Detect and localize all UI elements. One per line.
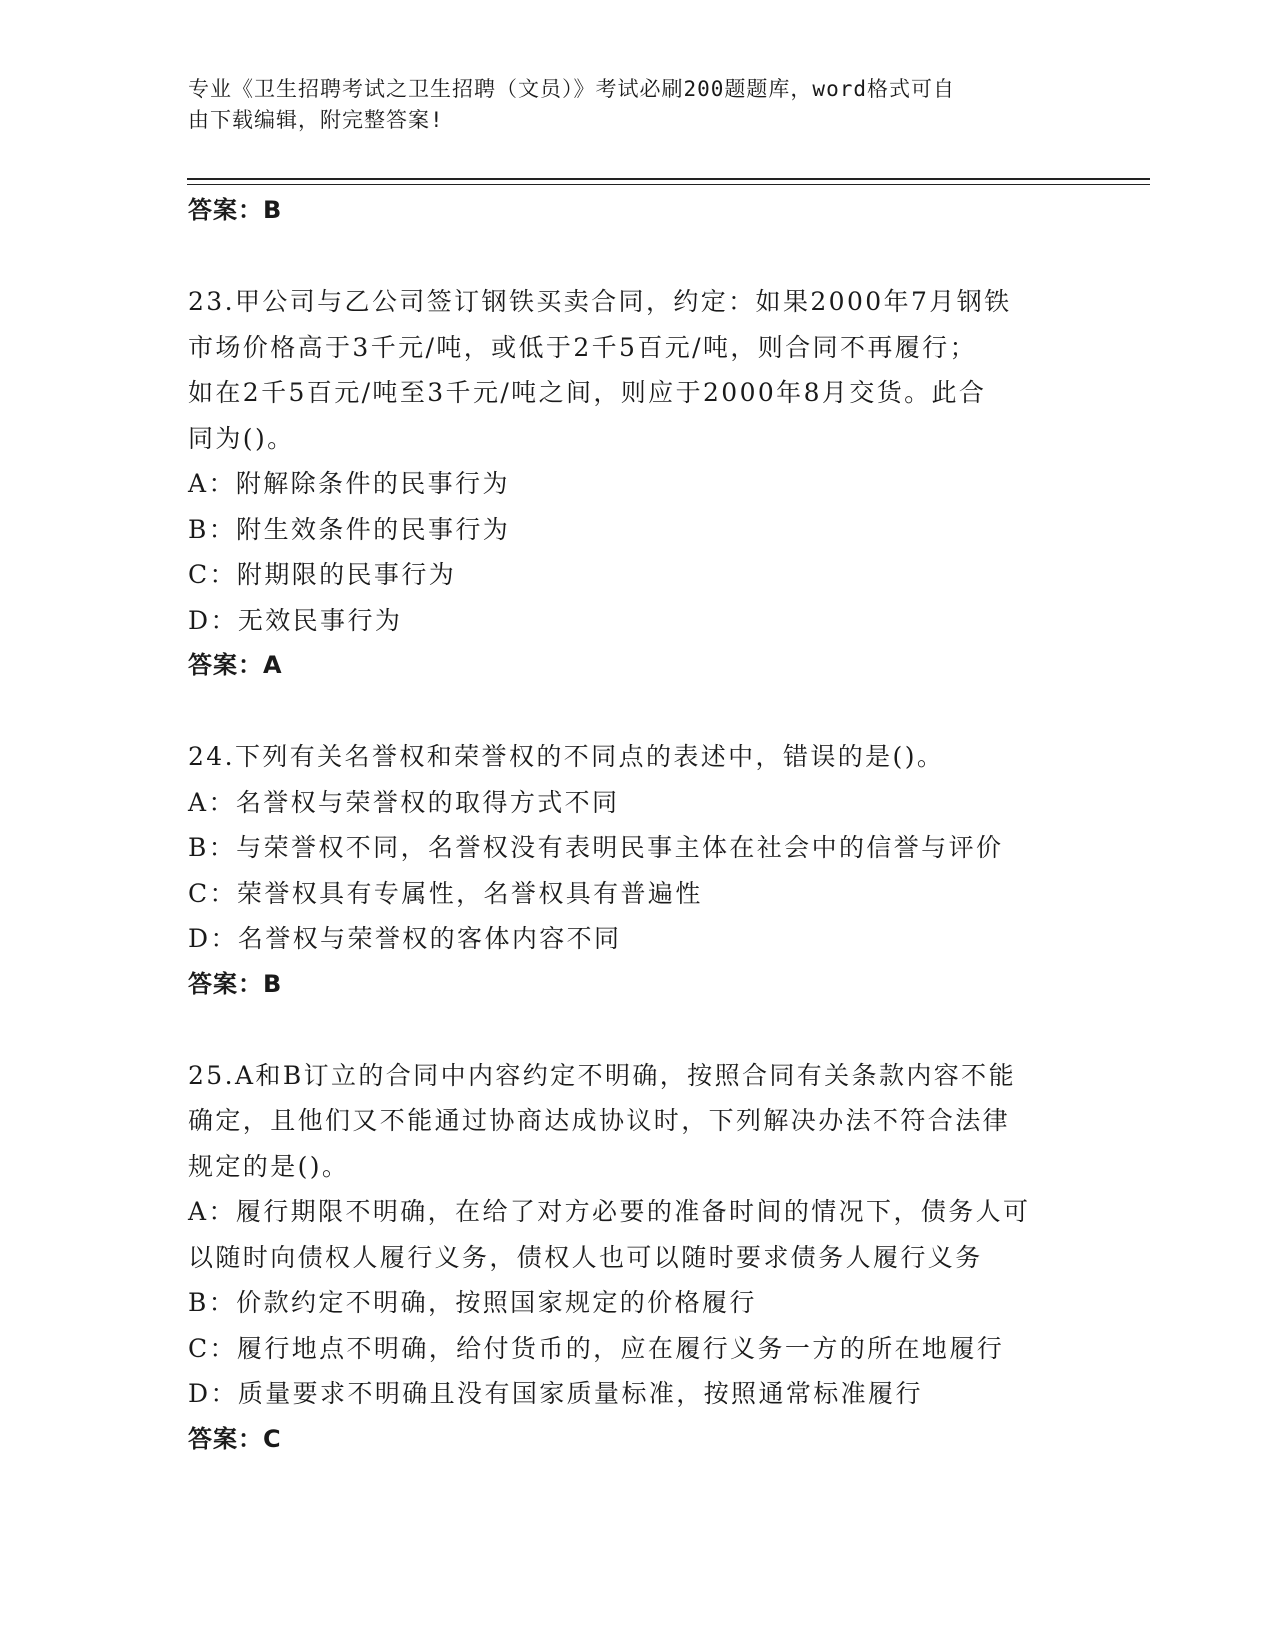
option-d: D：无效民事行为 [188, 605, 403, 635]
question-text: 25.A和B订立的合同中内容约定不明确，按照合同有关条款内容不能 [188, 1060, 1016, 1090]
option-a: A：履行期限不明确，在给了对方必要的准备时间的情况下，债务人可 [188, 1197, 1031, 1226]
question-text: 同为()。 [188, 423, 295, 453]
option-b: B：与荣誉权不同，名誉权没有表明民事主体在社会中的信誉与评价 [188, 833, 1004, 862]
option-a-continued: 以随时向债权人履行义务，债权人也可以随时要求债务人履行义务 [188, 1242, 983, 1272]
question-text: 确定，且他们又不能通过协商达成协议时，下列解决办法不符合法律 [188, 1106, 1011, 1135]
option-c: C：附期限的民事行为 [188, 560, 457, 589]
option-d: D：名誉权与荣誉权的客体内容不同 [188, 924, 622, 953]
question-block-25 [188, 1053, 1088, 1463]
question-block-23 [188, 279, 1088, 689]
option-c: C：荣誉权具有专属性，名誉权具有普遍性 [188, 878, 703, 908]
question-block-24 [188, 734, 1088, 1007]
header-rule-thick [187, 178, 1150, 180]
answer-line: 答案：B [188, 196, 283, 224]
page-header [188, 74, 1068, 136]
answer-line: 答案：C [188, 1424, 282, 1453]
header-line-1: 专业《卫生招聘考试之卫生招聘（文员）》考试必刷200题题库，word格式可自 [188, 77, 955, 101]
question-text: 24.下列有关名誉权和荣誉权的不同点的表述中，错误的是()。 [188, 742, 945, 771]
option-b: B：附生效条件的民事行为 [188, 514, 511, 544]
question-text: 如在2千5百元/吨至3千元/吨之间，则应于2000年8月交货。此合 [188, 378, 987, 407]
document-body [188, 188, 1088, 1462]
spacer [188, 1007, 1088, 1053]
question-text: 市场价格高于3千元/吨，或低于2千5百元/吨，则合同不再履行； [188, 332, 977, 362]
option-b: B：价款约定不明确，按照国家规定的价格履行 [188, 1288, 757, 1317]
header-line-2: 由下载编辑，附完整答案! [188, 108, 444, 132]
question-text: 规定的是()。 [188, 1151, 350, 1181]
option-a: A：名誉权与荣誉权的取得方式不同 [188, 787, 620, 817]
spacer [188, 234, 1088, 280]
answer-line: 答案：A [188, 651, 283, 679]
spacer [188, 689, 1088, 735]
answer-line: 答案：B [188, 969, 283, 998]
option-c: C：履行地点不明确，给付货币的，应在履行义务一方的所在地履行 [188, 1333, 1005, 1363]
question-text: 23.甲公司与乙公司签订钢铁买卖合同，约定：如果2000年7月钢铁 [188, 287, 1012, 316]
option-d: D：质量要求不明确且没有国家质量标准，按照通常标准履行 [188, 1379, 923, 1408]
header-rule-thin [187, 184, 1150, 185]
option-a: A：附解除条件的民事行为 [188, 469, 510, 498]
